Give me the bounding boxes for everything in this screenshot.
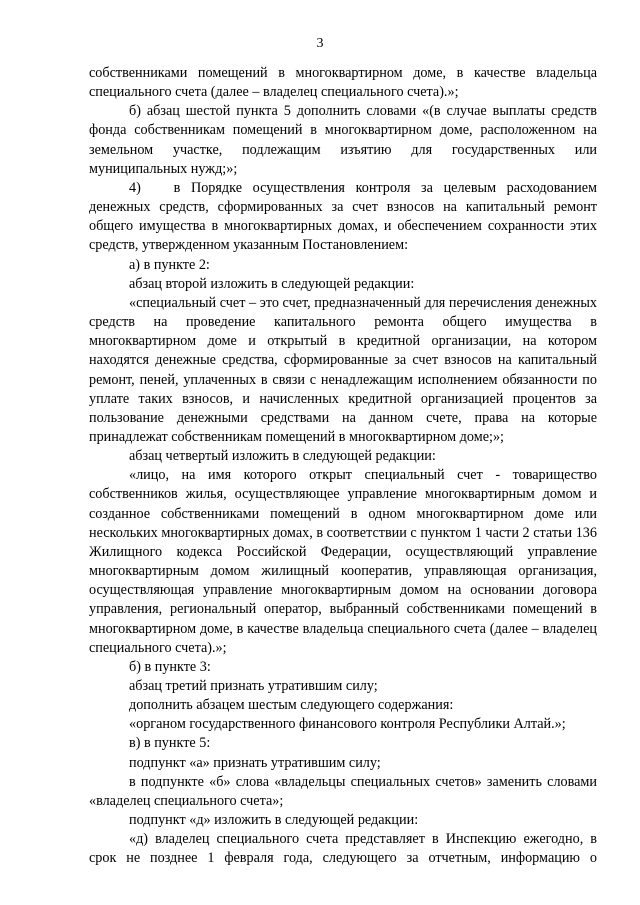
paragraph-state-control-body: «органом государственного финансового контроля Республики Алтай.»;	[129, 716, 566, 733]
paragraph-subpoint-d-text: «д) владелец специального счета представляет в Инспекцию ежегодно, в срок не позднее 1 февраля года, следующего за отчетным, информацию о	[89, 831, 597, 867]
paragraph-special-account-def: «специальный счет – это счет, предназначенный для перечисления денежных средств на проведение капитального ремонта общего имущества в многоквартирном доме и открытый в кредитной организации, на котором находятся денежные средства, сформированные за счет взносов на капитальный ремонт, пеней, уплаченных в связи с ненадлежащим исполнением обязанности по уплате таких взносов, и начисленных кредитной организацией процентов за пользование денежными средствами на данном счете, права на которые принадлежат собственникам помещений в многоквартирном доме;»;	[89, 294, 597, 445]
paragraph-sub-a: а) в пункте 2:	[129, 256, 210, 273]
paragraph-abzac-2: абзац второй изложить в следующей редакции:	[129, 275, 415, 292]
paragraph-sub-b: б) в пункте 3:	[129, 658, 211, 675]
paragraph-clause-b-fund: б) абзац шестой пункта 5 дополнить словами «(в случае выплаты средств фонда собственникам помещений в многоквартирном доме, расположенном на земельном участке, подлежащим изъятию для государственных или муниципальных нужд;»;	[89, 103, 597, 177]
page-number: 3	[316, 36, 324, 51]
paragraph-continuation: собственниками помещений в многоквартирном доме, в качестве владельца специального счета (далее – владелец специального счета).»;	[89, 65, 597, 101]
paragraph-subpoint-b-replace: в подпункте «б» слова «владельцы специальных счетов» заменить словами «владелец специального счета»;	[89, 773, 597, 809]
paragraph-subpoint-a-void: подпункт «а» признать утратившим силу;	[129, 754, 381, 771]
paragraph-account-holder-def: «лицо, на имя которого открыт специальный счет - товарищество собственников жилья, осуществляющее управление многоквартирным домом и созданное собственниками помещений в одном многоквартирном доме или нескольких многоквартирных домах, в соответствии с пунктом 1 части 2 статьи 136 Жилищного кодекса Российской Федерации, осуществляющий управление многоквартирным домом жилищный кооператив, управляющая организация, осуществляющая управление многоквартирным домом на основании договора управления, региональный оператор, выбранный собственниками помещений в многоквартирном доме, в качестве владельца специального счета (далее – владелец специального счета).»;	[89, 467, 597, 656]
paragraph-subpoint-d: подпункт «д» изложить в следующей редакции:	[129, 812, 419, 829]
document-body	[89, 64, 597, 869]
paragraph-sub-v: в) в пункте 5:	[129, 735, 211, 752]
item-4-text: в Порядке осуществления контроля за целевым расходованием денежных средств, сформированных за счет взносов на капитальный ремонт общего имущества в многоквартирных домах, и обеспечением сохранности этих средств, утвержденном указанным Постановлением:	[89, 179, 598, 254]
paragraph-item-4	[89, 179, 597, 256]
item-number: 4)	[129, 179, 141, 196]
paragraph-add-abzac-6: дополнить абзацем шестым следующего содержания:	[129, 697, 454, 714]
paragraph-abzac-3-void: абзац третий признать утратившим силу;	[129, 678, 378, 694]
paragraph-abzac-4: абзац четвертый изложить в следующей редакции:	[129, 448, 436, 465]
